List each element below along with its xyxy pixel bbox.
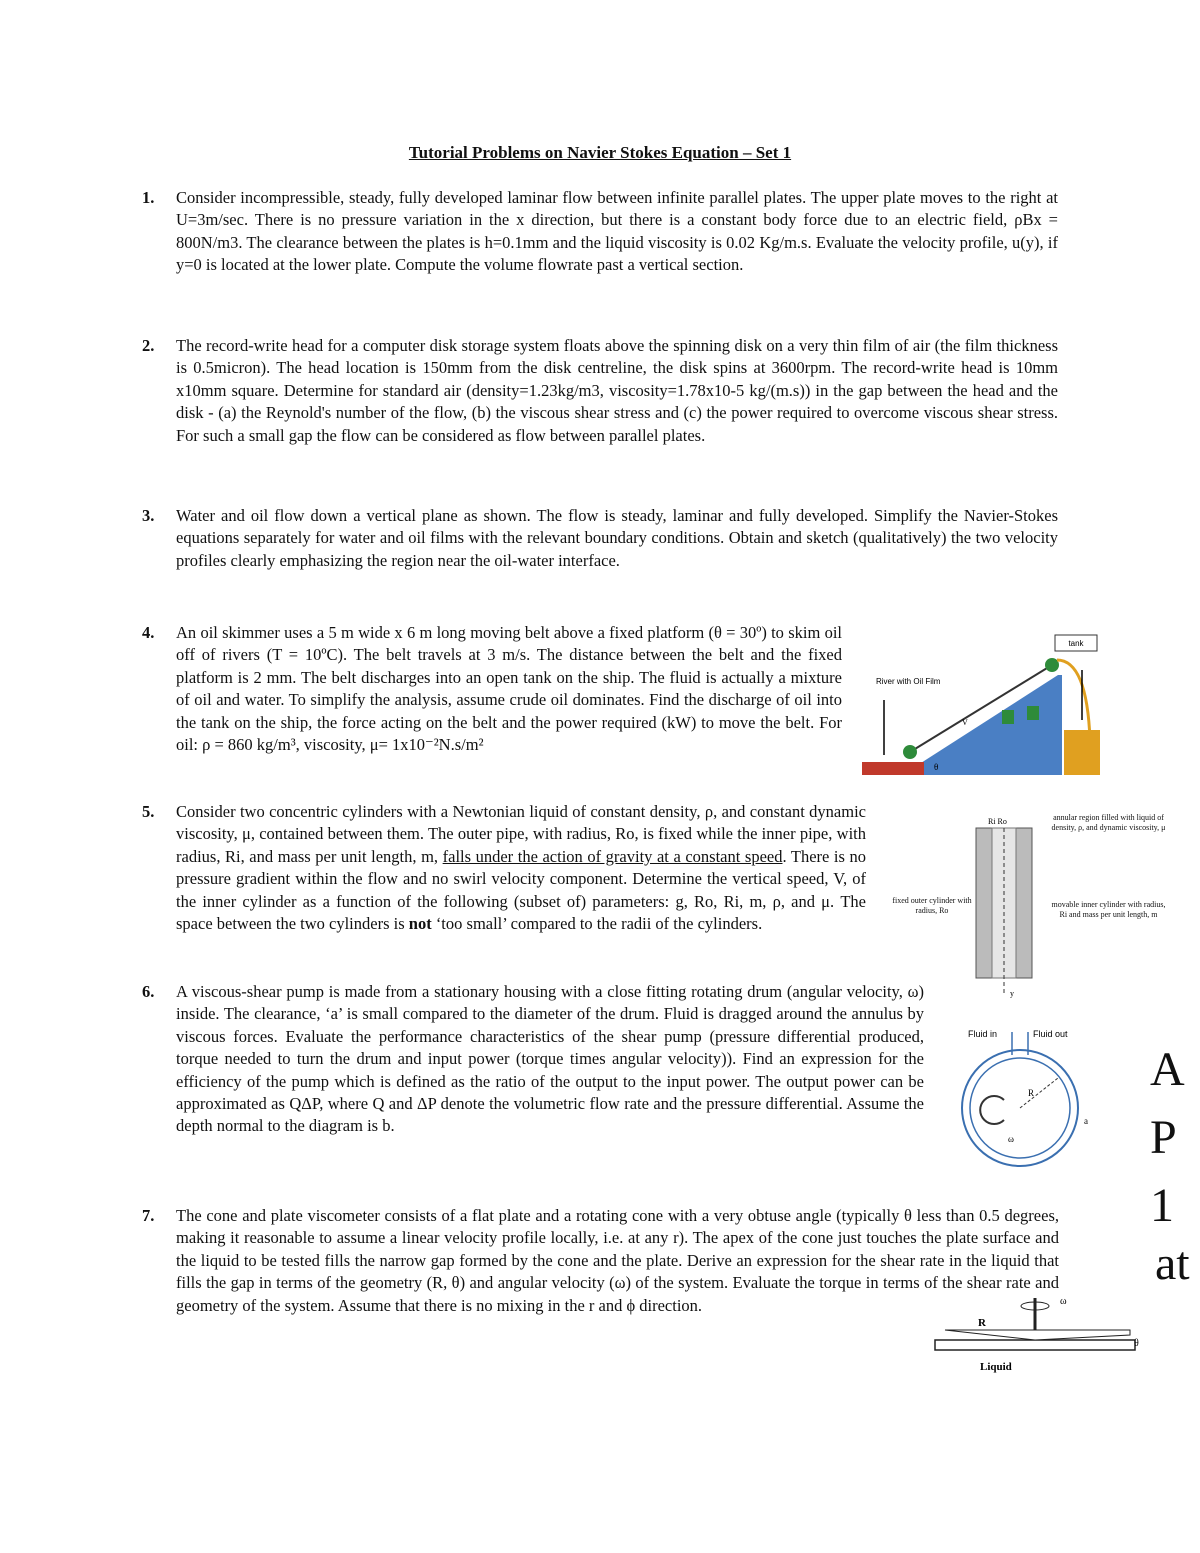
problem-number: 7.	[142, 1206, 155, 1225]
problem-number: 5.	[142, 802, 155, 821]
inner-cylinder-label: movable inner cylinder with radius, Ri and mass per unit length, m	[1051, 900, 1166, 919]
problem-7-text: The cone and plate viscometer consists of a flat plate and a rotating cone with a very obtuse angle (typically θ less than 0.5 degrees, making it reasonable to assume a linear velocity profile locally, i.e. at any r). The apex of the cone just touches the plate surface and the liquid to be tested fills the narrow gap formed by the cone and the plate. Derive an expression for the shear rate in the liquid that fills the gap in terms of the geometry (R, θ) and angular velocity (ω) of the system. Evaluate the torque in terms of the shear rate and geometry of the system. Assume that there is no mixing in the r and ϕ direction.	[176, 1206, 1059, 1315]
problem-number: 1.	[142, 188, 155, 207]
shear-pump-figure	[948, 1020, 1098, 1170]
belt-element	[1027, 706, 1039, 720]
omega-label: ω	[1008, 1134, 1014, 1144]
river-surface	[862, 762, 924, 775]
fluid-out-label: Fluid out	[1033, 1029, 1068, 1039]
inner-label-box	[1050, 900, 1167, 950]
problem-5-underline: falls under the action of gravity at a constant speed	[442, 846, 783, 866]
problem-3-text: Water and oil flow down a vertical plane as shown. The flow is steady, laminar and fully developed. Simplify the Navier-Stokes equations separately for water and oil films with the relevant boundary conditions. Obtain and sketch (qualitatively) the two velocity profiles clearly emphasizing the region near the oil-water interface.	[176, 506, 1058, 570]
margin-letter: at	[1155, 1237, 1190, 1290]
outer-label-box	[892, 896, 972, 936]
problem-5-part-b: . There is no pressure gradient within the flow and no swirl velocity component. Determine the vertical speed, V, of the inner cylinder as a function of the following (subset of) parameters: g, Ro, Ri, m, ρ, and μ. The space between the two cylinders is	[176, 846, 866, 934]
outer-wall-left	[976, 828, 992, 978]
theta-label: θ	[934, 762, 939, 772]
problem-2-text: The record-write head for a computer disk storage system floats above the spinning disk on a very thin film of air (the film thickness is 0.5micron). The head location is 150mm from the disk centreline, the disk spins at 3600rpm. The record-write head is 10mm x10mm square. Determine for standard air (density=1.23kg/m3, viscosity=1.78x10-5 kg/(m.s)) in the gap between the head and the disk - (a) the Reynold's number of the flow, (b) the viscous shear stress and (c) the power required to overcome viscous shear stress. For such a small gap the flow can be considered as flow between parallel plates.	[176, 336, 1058, 445]
margin-letter: 1	[1150, 1179, 1174, 1232]
velocity-label: V	[962, 718, 968, 727]
problem-6-text: A viscous-shear pump is made from a stationary housing with a close fitting rotating drum (angular velocity, ω) inside. The clearance, ‘a’ is small compared to the diameter of the drum. Fluid is dragged around the annulus by viscous forces. Evaluate the performance characteristics of the shear pump (pressure differential produced, torque needed to turn the drum and input power (torque times angular velocity)). Find an expression for the efficiency of the pump which is defined as the ratio of the output to the input power. The output power can be approximated as QΔP, where Q and ΔP denote the volumetric flow rate and the pressure differential. Assume the depth normal to the diagram is b.	[176, 982, 924, 1136]
problem-5-bold: not	[408, 914, 432, 934]
cone-plate-figure	[930, 1290, 1145, 1380]
river-label: River with Oil Film	[876, 677, 941, 686]
radius-label: R	[978, 1317, 986, 1329]
annular-label: annular region filled with liquid of density, ρ, and dynamic viscosity, μ	[1051, 813, 1166, 832]
outer-cylinder-label: fixed outer cylinder with radius, Ro	[892, 896, 972, 915]
concentric-cylinders-figure	[892, 808, 1167, 1000]
tank-label: tank	[1068, 639, 1084, 648]
belt-element	[1002, 710, 1014, 724]
outer-wall-right	[1016, 828, 1032, 978]
flat-plate	[935, 1340, 1135, 1350]
radius-line	[1020, 1078, 1058, 1108]
lower-roller	[903, 745, 917, 759]
fluid-in-label: Fluid in	[968, 1029, 998, 1039]
upper-roller	[1045, 658, 1059, 672]
problem-number: 3.	[142, 506, 155, 525]
problem-4-text: An oil skimmer uses a 5 m wide x 6 m long moving belt above a fixed platform (θ = 30º) to skim oil off of rivers (T = 10ºC). The belt travels at 3 m/s. The distance between the belt and the fixed platform is 2 mm. The belt discharges into an open tank on the ship. The fluid is actually a mixture of oil and water. To simplify the analysis, assume crude oil dominates. Find the discharge of oil into the tank on the ship, the force acting on the belt and the power required (kW) to move the belt. For oil: ρ = 860 kg/m³, viscosity, μ= 1x10⁻²N.s/m²	[176, 623, 842, 755]
problem-5-part-c: ‘too small’ compared to the radii of the cylinders.	[431, 914, 763, 934]
platform-shape	[910, 675, 1062, 775]
problem-number: 2.	[142, 336, 155, 355]
margin-letter: A	[1150, 1043, 1185, 1096]
rotation-arrow	[980, 1096, 1004, 1124]
margin-letter: P	[1150, 1111, 1177, 1164]
problem-5-text	[176, 801, 866, 935]
liquid-label: Liquid	[980, 1361, 1012, 1373]
cone	[945, 1330, 1130, 1340]
tank-shape	[1064, 730, 1100, 775]
problem-1-text: Consider incompressible, steady, fully developed laminar flow between infinite parallel plates. The upper plate moves to the right at U=3m/sec. There is no pressure variation in the x direction, but there is a constant body force due to an electric field, ρBx = 800N/m3. The clearance between the plates is h=0.1mm and the liquid viscosity is 0.02 Kg/m.s. Evaluate the velocity profile, u(y), if y=0 is located at the lower plate. Compute the volume flowrate past a vertical section.	[176, 188, 1058, 275]
radius-labels: Ri Ro	[988, 817, 1007, 826]
oil-skimmer-figure	[862, 630, 1102, 780]
radius-label: R	[1028, 1088, 1035, 1098]
gap-label: a	[1084, 1116, 1088, 1126]
problem-5-part-a: Consider two concentric cylinders with a Newtonian liquid of constant density, ρ, and constant dynamic viscosity, μ, contained between them. The outer pipe, with radius, Ro, is fixed while the inner pipe, with radius, Ri, and mass per unit length, m,	[176, 802, 866, 866]
y-axis-label: y	[1010, 989, 1014, 998]
problem-number: 4.	[142, 623, 155, 642]
page-title: Tutorial Problems on Navier Stokes Equation – Set 1	[408, 143, 792, 162]
problem-number: 6.	[142, 982, 155, 1001]
theta-label: θ	[1134, 1338, 1139, 1349]
annular-label-box	[1050, 813, 1167, 863]
omega-label: ω	[1060, 1296, 1067, 1307]
